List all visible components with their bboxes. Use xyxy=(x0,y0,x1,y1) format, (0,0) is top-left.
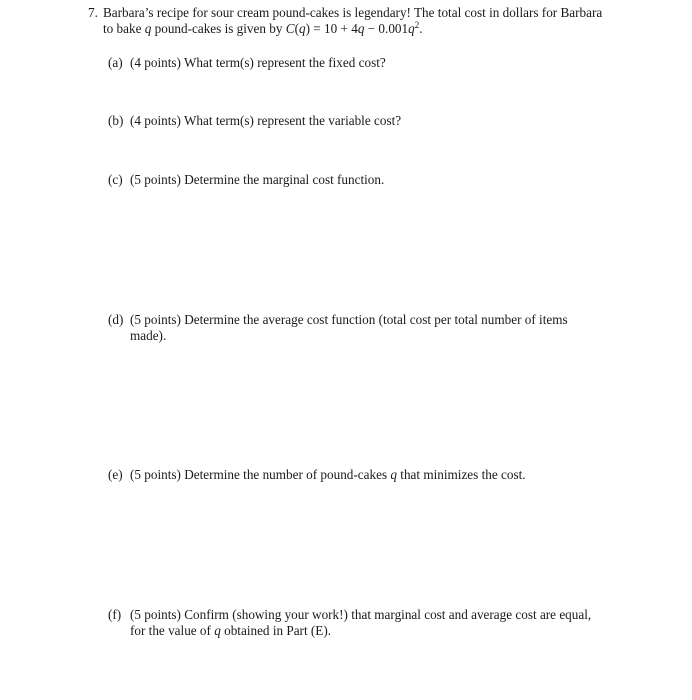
variable-q: q xyxy=(144,21,152,36)
part-text: (5 points) Determine the number of pound-cakes xyxy=(130,467,388,482)
part-text: (4 points) What term(s) represent the fixed cost? xyxy=(130,55,386,70)
part-e xyxy=(108,467,610,483)
part-label: (f) xyxy=(108,607,122,622)
part-text-cont xyxy=(108,623,610,639)
formula-exponent: 2 xyxy=(414,20,420,30)
formula-close: ) xyxy=(305,21,310,36)
part-text: (4 points) What term(s) represent the variable cost? xyxy=(130,113,402,128)
part-text: (5 points) Determine the marginal cost function. xyxy=(130,172,385,187)
formula-rhs2: − 0.001 xyxy=(364,21,409,36)
part-cont-prefix: for the value of xyxy=(130,623,211,638)
part-label: (c) xyxy=(108,172,123,187)
variable-q: q xyxy=(214,623,221,638)
formula-q3: q xyxy=(408,21,415,36)
part-text-cont: made). xyxy=(130,328,167,343)
stem-mid: pound-cakes is given by xyxy=(154,21,283,36)
part-text: (5 points) Confirm (showing your work!) that marginal cost and average cost are equal, xyxy=(130,607,592,622)
formula-open: ( xyxy=(294,21,299,36)
stem-prefix: to bake xyxy=(103,21,142,36)
stem-line-1: Barbara’s recipe for sour cream pound-cakes is legendary! The total cost in dollars for Barbara xyxy=(103,5,603,20)
part-d xyxy=(108,312,610,344)
formula-q1: q xyxy=(298,21,306,36)
part-f xyxy=(108,607,610,639)
formula-end: . xyxy=(419,21,423,36)
part-cont-suffix: obtained in Part (E). xyxy=(224,623,332,638)
stem-line-2 xyxy=(88,21,610,37)
formula-c: C xyxy=(285,21,295,36)
part-text: (5 points) Determine the average cost function (total cost per total number of items xyxy=(130,312,568,327)
part-b xyxy=(108,113,610,129)
formula-rhs1: = 10 + 4 xyxy=(309,21,358,36)
part-label: (e) xyxy=(108,467,123,482)
part-text-after: that minimizes the cost. xyxy=(400,467,526,482)
variable-q: q xyxy=(390,467,397,482)
problem-stem xyxy=(88,5,610,37)
part-label: (b) xyxy=(108,113,124,128)
part-c xyxy=(108,172,610,188)
formula-q2: q xyxy=(357,21,365,36)
problem-7 xyxy=(88,5,610,37)
cost-formula xyxy=(286,21,423,36)
part-label: (d) xyxy=(108,312,124,327)
part-label: (a) xyxy=(108,55,123,70)
part-a xyxy=(108,55,610,71)
problem-number: 7. xyxy=(88,5,98,20)
